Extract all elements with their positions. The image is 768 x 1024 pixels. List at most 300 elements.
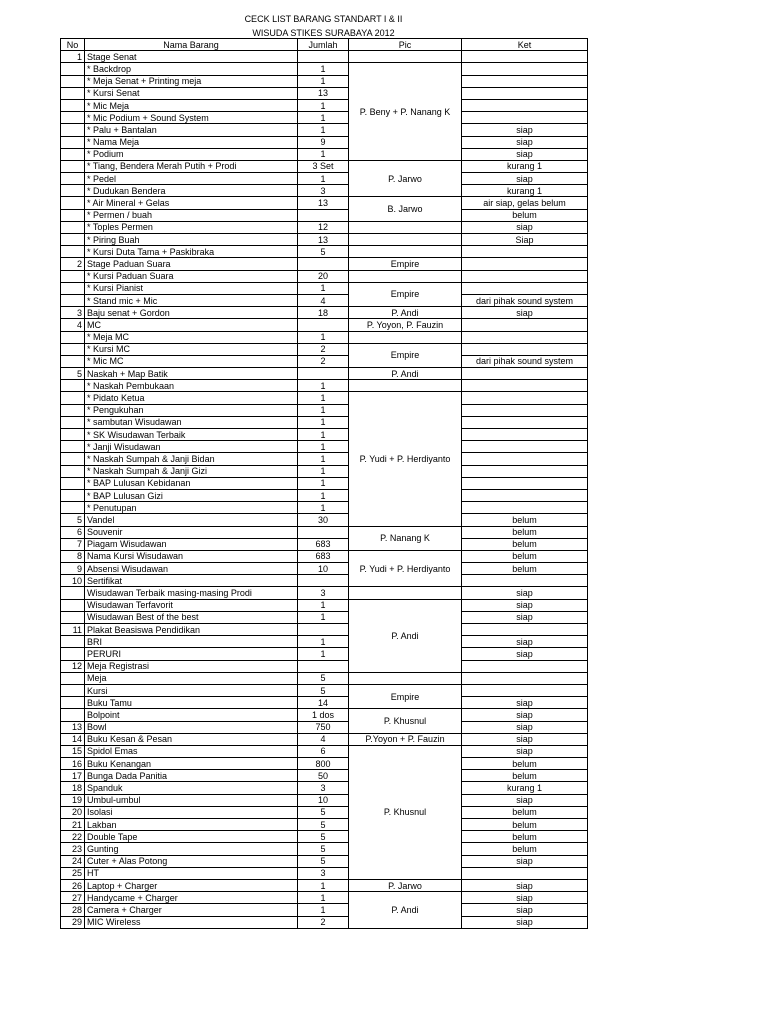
cell-no <box>61 185 85 197</box>
cell-ket <box>462 331 588 343</box>
cell-nama-barang: HT <box>85 867 298 879</box>
cell-no: 5 <box>61 368 85 380</box>
cell-no <box>61 697 85 709</box>
cell-pic: P. Andi <box>349 599 462 672</box>
cell-no <box>61 331 85 343</box>
cell-jumlah: 1 <box>298 380 349 392</box>
cell-ket: belum <box>462 843 588 855</box>
cell-no: 15 <box>61 745 85 757</box>
table-row <box>61 331 588 343</box>
cell-ket: Siap <box>462 234 588 246</box>
cell-nama-barang: BRI <box>85 636 298 648</box>
cell-jumlah: 1 <box>298 124 349 136</box>
cell-ket <box>462 392 588 404</box>
table-row <box>61 246 588 258</box>
table-row <box>61 453 588 465</box>
cell-nama-barang: Vandel <box>85 514 298 526</box>
cell-jumlah: 10 <box>298 563 349 575</box>
cell-nama-barang: * Piring Buah <box>85 234 298 246</box>
cell-ket: kurang 1 <box>462 782 588 794</box>
cell-jumlah: 1 <box>298 441 349 453</box>
table-row <box>61 575 588 587</box>
cell-no <box>61 380 85 392</box>
cell-ket <box>462 453 588 465</box>
table-row <box>61 538 588 550</box>
cell-jumlah: 1 <box>298 404 349 416</box>
cell-nama-barang: * sambutan Wisudawan <box>85 416 298 428</box>
cell-ket: siap <box>462 733 588 745</box>
cell-no: 27 <box>61 892 85 904</box>
cell-nama-barang: * Janji Wisudawan <box>85 441 298 453</box>
cell-jumlah <box>298 319 349 331</box>
table-row <box>61 477 588 489</box>
cell-ket: siap <box>462 599 588 611</box>
cell-nama-barang: Nama Kursi Wisudawan <box>85 550 298 562</box>
cell-nama-barang: Lakban <box>85 819 298 831</box>
cell-ket: siap <box>462 855 588 867</box>
cell-nama-barang: Meja <box>85 672 298 684</box>
cell-ket: dari pihak sound system <box>462 294 588 306</box>
table-row <box>61 136 588 148</box>
cell-nama-barang: Spanduk <box>85 782 298 794</box>
cell-jumlah <box>298 575 349 587</box>
cell-nama-barang: MC <box>85 319 298 331</box>
table-row <box>61 733 588 745</box>
cell-jumlah: 4 <box>298 294 349 306</box>
table-row <box>61 75 588 87</box>
cell-no <box>61 87 85 99</box>
cell-ket <box>462 282 588 294</box>
table-row <box>61 526 588 538</box>
cell-jumlah: 9 <box>298 136 349 148</box>
checklist-table <box>60 38 588 929</box>
cell-ket: dari pihak sound system <box>462 355 588 367</box>
table-row <box>61 392 588 404</box>
cell-jumlah: 1 <box>298 148 349 160</box>
cell-no <box>61 465 85 477</box>
cell-ket: siap <box>462 904 588 916</box>
cell-pic <box>349 221 462 233</box>
cell-ket: siap <box>462 916 588 928</box>
cell-jumlah <box>298 660 349 672</box>
table-row <box>61 587 588 599</box>
cell-jumlah: 3 <box>298 867 349 879</box>
cell-nama-barang: Wisudawan Terfavorit <box>85 599 298 611</box>
cell-nama-barang: Baju senat + Gordon <box>85 307 298 319</box>
cell-jumlah: 1 <box>298 489 349 501</box>
cell-nama-barang: Kursi <box>85 684 298 696</box>
cell-nama-barang: Naskah + Map Batik <box>85 368 298 380</box>
cell-nama-barang: PERURI <box>85 648 298 660</box>
cell-ket: siap <box>462 587 588 599</box>
table-row <box>61 307 588 319</box>
cell-no <box>61 63 85 75</box>
table-row <box>61 660 588 672</box>
cell-nama-barang: * Mic MC <box>85 355 298 367</box>
cell-nama-barang: Bunga Dada Panitia <box>85 770 298 782</box>
cell-nama-barang: Wisudawan Best of the best <box>85 611 298 623</box>
table-row <box>61 270 588 282</box>
cell-ket: siap <box>462 173 588 185</box>
cell-no: 7 <box>61 538 85 550</box>
cell-nama-barang: Double Tape <box>85 831 298 843</box>
cell-ket: belum <box>462 209 588 221</box>
cell-ket <box>462 489 588 501</box>
cell-no: 6 <box>61 526 85 538</box>
cell-nama-barang: * Kursi Duta Tama + Paskibraka <box>85 246 298 258</box>
cell-jumlah: 1 <box>298 173 349 185</box>
cell-jumlah: 3 <box>298 185 349 197</box>
table-row <box>61 904 588 916</box>
cell-ket <box>462 441 588 453</box>
cell-pic: Empire <box>349 343 462 367</box>
cell-jumlah: 1 <box>298 63 349 75</box>
cell-no: 16 <box>61 758 85 770</box>
cell-no <box>61 209 85 221</box>
cell-nama-barang: * Palu + Bantalan <box>85 124 298 136</box>
table-row <box>61 197 588 209</box>
table-row <box>61 697 588 709</box>
table-row <box>61 502 588 514</box>
table-row <box>61 855 588 867</box>
table-row <box>61 831 588 843</box>
cell-nama-barang: * Penutupan <box>85 502 298 514</box>
cell-nama-barang: Bowl <box>85 721 298 733</box>
cell-ket: siap <box>462 307 588 319</box>
cell-ket <box>462 246 588 258</box>
cell-no <box>61 294 85 306</box>
cell-nama-barang: Cuter + Alas Potong <box>85 855 298 867</box>
header-nama-barang: Nama Barang <box>85 39 298 51</box>
cell-jumlah: 1 <box>298 392 349 404</box>
cell-jumlah: 4 <box>298 733 349 745</box>
cell-no <box>61 160 85 172</box>
cell-jumlah: 5 <box>298 843 349 855</box>
cell-ket <box>462 477 588 489</box>
table-row <box>61 404 588 416</box>
cell-ket <box>462 624 588 636</box>
cell-no: 8 <box>61 550 85 562</box>
cell-ket: belum <box>462 538 588 550</box>
cell-pic: P. Yudi + P. Herdiyanto <box>349 550 462 587</box>
cell-jumlah: 13 <box>298 234 349 246</box>
cell-ket <box>462 75 588 87</box>
cell-ket: siap <box>462 611 588 623</box>
cell-no <box>61 416 85 428</box>
cell-pic: P. Beny + P. Nanang K <box>349 63 462 161</box>
cell-nama-barang: * Air Mineral + Gelas <box>85 197 298 209</box>
cell-pic <box>349 234 462 246</box>
table-row <box>61 794 588 806</box>
cell-nama-barang: Stage Paduan Suara <box>85 258 298 270</box>
cell-pic: Empire <box>349 684 462 708</box>
cell-no: 21 <box>61 819 85 831</box>
cell-pic: P. Jarwo <box>349 879 462 891</box>
table-row <box>61 745 588 757</box>
table-row <box>61 99 588 111</box>
cell-jumlah: 1 <box>298 636 349 648</box>
cell-no: 12 <box>61 660 85 672</box>
table-row <box>61 563 588 575</box>
cell-no: 3 <box>61 307 85 319</box>
cell-ket <box>462 404 588 416</box>
cell-nama-barang: Laptop + Charger <box>85 879 298 891</box>
cell-nama-barang: * Podium <box>85 148 298 160</box>
table-row <box>61 124 588 136</box>
cell-no <box>61 270 85 282</box>
cell-no <box>61 355 85 367</box>
cell-nama-barang: Buku Tamu <box>85 697 298 709</box>
table-row <box>61 672 588 684</box>
cell-pic: P. Andi <box>349 307 462 319</box>
cell-nama-barang: * Nama Meja <box>85 136 298 148</box>
table-row <box>61 51 588 63</box>
cell-no <box>61 246 85 258</box>
cell-jumlah: 1 <box>298 75 349 87</box>
cell-no: 25 <box>61 867 85 879</box>
cell-ket: siap <box>462 648 588 660</box>
table-row <box>61 819 588 831</box>
cell-ket <box>462 416 588 428</box>
cell-jumlah: 13 <box>298 87 349 99</box>
table-row <box>61 550 588 562</box>
cell-nama-barang: Bolpoint <box>85 709 298 721</box>
cell-ket <box>462 270 588 282</box>
cell-no: 10 <box>61 575 85 587</box>
cell-no <box>61 282 85 294</box>
table-row <box>61 879 588 891</box>
cell-ket <box>462 258 588 270</box>
cell-no <box>61 173 85 185</box>
cell-nama-barang: Buku Kesan & Pesan <box>85 733 298 745</box>
table-row <box>61 368 588 380</box>
cell-no <box>61 636 85 648</box>
cell-pic: P. Andi <box>349 368 462 380</box>
cell-no: 9 <box>61 563 85 575</box>
cell-no: 18 <box>61 782 85 794</box>
cell-ket: siap <box>462 879 588 891</box>
cell-no: 14 <box>61 733 85 745</box>
cell-no: 4 <box>61 319 85 331</box>
table-row <box>61 806 588 818</box>
cell-no: 13 <box>61 721 85 733</box>
cell-pic <box>349 380 462 392</box>
table-row <box>61 87 588 99</box>
cell-jumlah: 1 <box>298 879 349 891</box>
cell-jumlah: 10 <box>298 794 349 806</box>
cell-jumlah: 5 <box>298 819 349 831</box>
table-row <box>61 173 588 185</box>
cell-ket: siap <box>462 892 588 904</box>
table-row <box>61 489 588 501</box>
cell-pic <box>349 587 462 599</box>
cell-ket <box>462 672 588 684</box>
cell-jumlah: 1 <box>298 892 349 904</box>
cell-pic: B. Jarwo <box>349 197 462 221</box>
cell-ket <box>462 112 588 124</box>
table-row <box>61 185 588 197</box>
cell-nama-barang: Camera + Charger <box>85 904 298 916</box>
cell-jumlah <box>298 258 349 270</box>
table-row <box>61 843 588 855</box>
table-row <box>61 234 588 246</box>
cell-nama-barang: Buku Kenangan <box>85 758 298 770</box>
cell-no: 20 <box>61 806 85 818</box>
table-row <box>61 892 588 904</box>
cell-no <box>61 648 85 660</box>
cell-pic: P. Khusnul <box>349 709 462 733</box>
cell-no <box>61 441 85 453</box>
cell-no <box>61 99 85 111</box>
cell-nama-barang: * Kursi Paduan Suara <box>85 270 298 282</box>
cell-nama-barang: * Meja MC <box>85 331 298 343</box>
cell-jumlah: 1 dos <box>298 709 349 721</box>
cell-jumlah <box>298 624 349 636</box>
cell-jumlah: 1 <box>298 416 349 428</box>
table-row <box>61 282 588 294</box>
cell-jumlah: 1 <box>298 477 349 489</box>
cell-ket <box>462 99 588 111</box>
cell-jumlah: 18 <box>298 307 349 319</box>
cell-jumlah: 13 <box>298 197 349 209</box>
cell-no: 22 <box>61 831 85 843</box>
cell-ket: siap <box>462 221 588 233</box>
cell-jumlah: 30 <box>298 514 349 526</box>
cell-jumlah: 1 <box>298 99 349 111</box>
table-body <box>61 51 588 929</box>
cell-jumlah: 1 <box>298 611 349 623</box>
cell-ket: siap <box>462 136 588 148</box>
cell-no <box>61 221 85 233</box>
cell-no <box>61 124 85 136</box>
cell-no: 17 <box>61 770 85 782</box>
cell-ket <box>462 684 588 696</box>
cell-nama-barang: Piagam Wisudawan <box>85 538 298 550</box>
cell-ket: siap <box>462 636 588 648</box>
table-row <box>61 782 588 794</box>
cell-nama-barang: Gunting <box>85 843 298 855</box>
table-row <box>61 258 588 270</box>
cell-ket <box>462 343 588 355</box>
cell-nama-barang: * Mic Meja <box>85 99 298 111</box>
cell-ket: siap <box>462 745 588 757</box>
sheet-title-block <box>60 12 587 40</box>
cell-ket <box>462 502 588 514</box>
cell-jumlah: 5 <box>298 684 349 696</box>
table-row <box>61 441 588 453</box>
cell-no <box>61 611 85 623</box>
cell-jumlah: 2 <box>298 343 349 355</box>
cell-nama-barang: Umbul-umbul <box>85 794 298 806</box>
table-row <box>61 429 588 441</box>
cell-nama-barang: * Kursi MC <box>85 343 298 355</box>
cell-pic: P.Yoyon + P. Fauzin <box>349 733 462 745</box>
cell-pic: P. Jarwo <box>349 160 462 197</box>
cell-nama-barang: * Kursi Senat <box>85 87 298 99</box>
cell-nama-barang: * Toples Permen <box>85 221 298 233</box>
cell-jumlah: 6 <box>298 745 349 757</box>
cell-jumlah: 14 <box>298 697 349 709</box>
cell-ket <box>462 380 588 392</box>
table-row <box>61 514 588 526</box>
table-row <box>61 624 588 636</box>
cell-nama-barang: * BAP Lulusan Kebidanan <box>85 477 298 489</box>
cell-jumlah: 1 <box>298 331 349 343</box>
cell-nama-barang: * Mic Podium + Sound System <box>85 112 298 124</box>
cell-no <box>61 112 85 124</box>
cell-pic <box>349 270 462 282</box>
cell-nama-barang: Souvenir <box>85 526 298 538</box>
cell-nama-barang: * Stand mic + Mic <box>85 294 298 306</box>
cell-nama-barang: * Tiang, Bendera Merah Putih + Prodi <box>85 160 298 172</box>
cell-ket: siap <box>462 148 588 160</box>
header-jumlah: Jumlah <box>298 39 349 51</box>
cell-ket: siap <box>462 709 588 721</box>
cell-jumlah: 1 <box>298 502 349 514</box>
table-row <box>61 867 588 879</box>
cell-pic <box>349 51 462 63</box>
cell-ket: belum <box>462 514 588 526</box>
cell-pic: P. Khusnul <box>349 745 462 879</box>
cell-no: 29 <box>61 916 85 928</box>
header-no: No <box>61 39 85 51</box>
sheet-title: CECK LIST BARANG STANDART I & II <box>244 14 403 24</box>
cell-nama-barang: * Pengukuhan <box>85 404 298 416</box>
cell-nama-barang: * Backdrop <box>85 63 298 75</box>
cell-pic <box>349 331 462 343</box>
cell-ket <box>462 368 588 380</box>
cell-no <box>61 343 85 355</box>
cell-no <box>61 234 85 246</box>
table-row <box>61 636 588 648</box>
cell-nama-barang: Sertifikat <box>85 575 298 587</box>
cell-ket <box>462 87 588 99</box>
cell-no <box>61 587 85 599</box>
table-row <box>61 916 588 928</box>
table-row <box>61 758 588 770</box>
cell-no: 23 <box>61 843 85 855</box>
cell-nama-barang: * Pidato Ketua <box>85 392 298 404</box>
cell-pic: P. Yoyon, P. Fauzin <box>349 319 462 331</box>
cell-nama-barang: * Naskah Sumpah & Janji Gizi <box>85 465 298 477</box>
cell-jumlah: 750 <box>298 721 349 733</box>
cell-jumlah: 5 <box>298 672 349 684</box>
header-ket: Ket <box>462 39 588 51</box>
table-row <box>61 721 588 733</box>
cell-no: 24 <box>61 855 85 867</box>
cell-jumlah: 1 <box>298 429 349 441</box>
cell-no: 26 <box>61 879 85 891</box>
cell-no: 19 <box>61 794 85 806</box>
cell-nama-barang: Isolasi <box>85 806 298 818</box>
cell-jumlah: 3 <box>298 782 349 794</box>
cell-ket <box>462 63 588 75</box>
cell-ket <box>462 319 588 331</box>
cell-no <box>61 599 85 611</box>
cell-no <box>61 709 85 721</box>
cell-no: 11 <box>61 624 85 636</box>
header-row <box>61 39 588 51</box>
cell-pic: Empire <box>349 282 462 306</box>
cell-jumlah <box>298 209 349 221</box>
cell-no: 5 <box>61 514 85 526</box>
cell-no <box>61 148 85 160</box>
cell-no <box>61 136 85 148</box>
table-row <box>61 770 588 782</box>
cell-ket: belum <box>462 758 588 770</box>
cell-no <box>61 404 85 416</box>
cell-ket: belum <box>462 563 588 575</box>
